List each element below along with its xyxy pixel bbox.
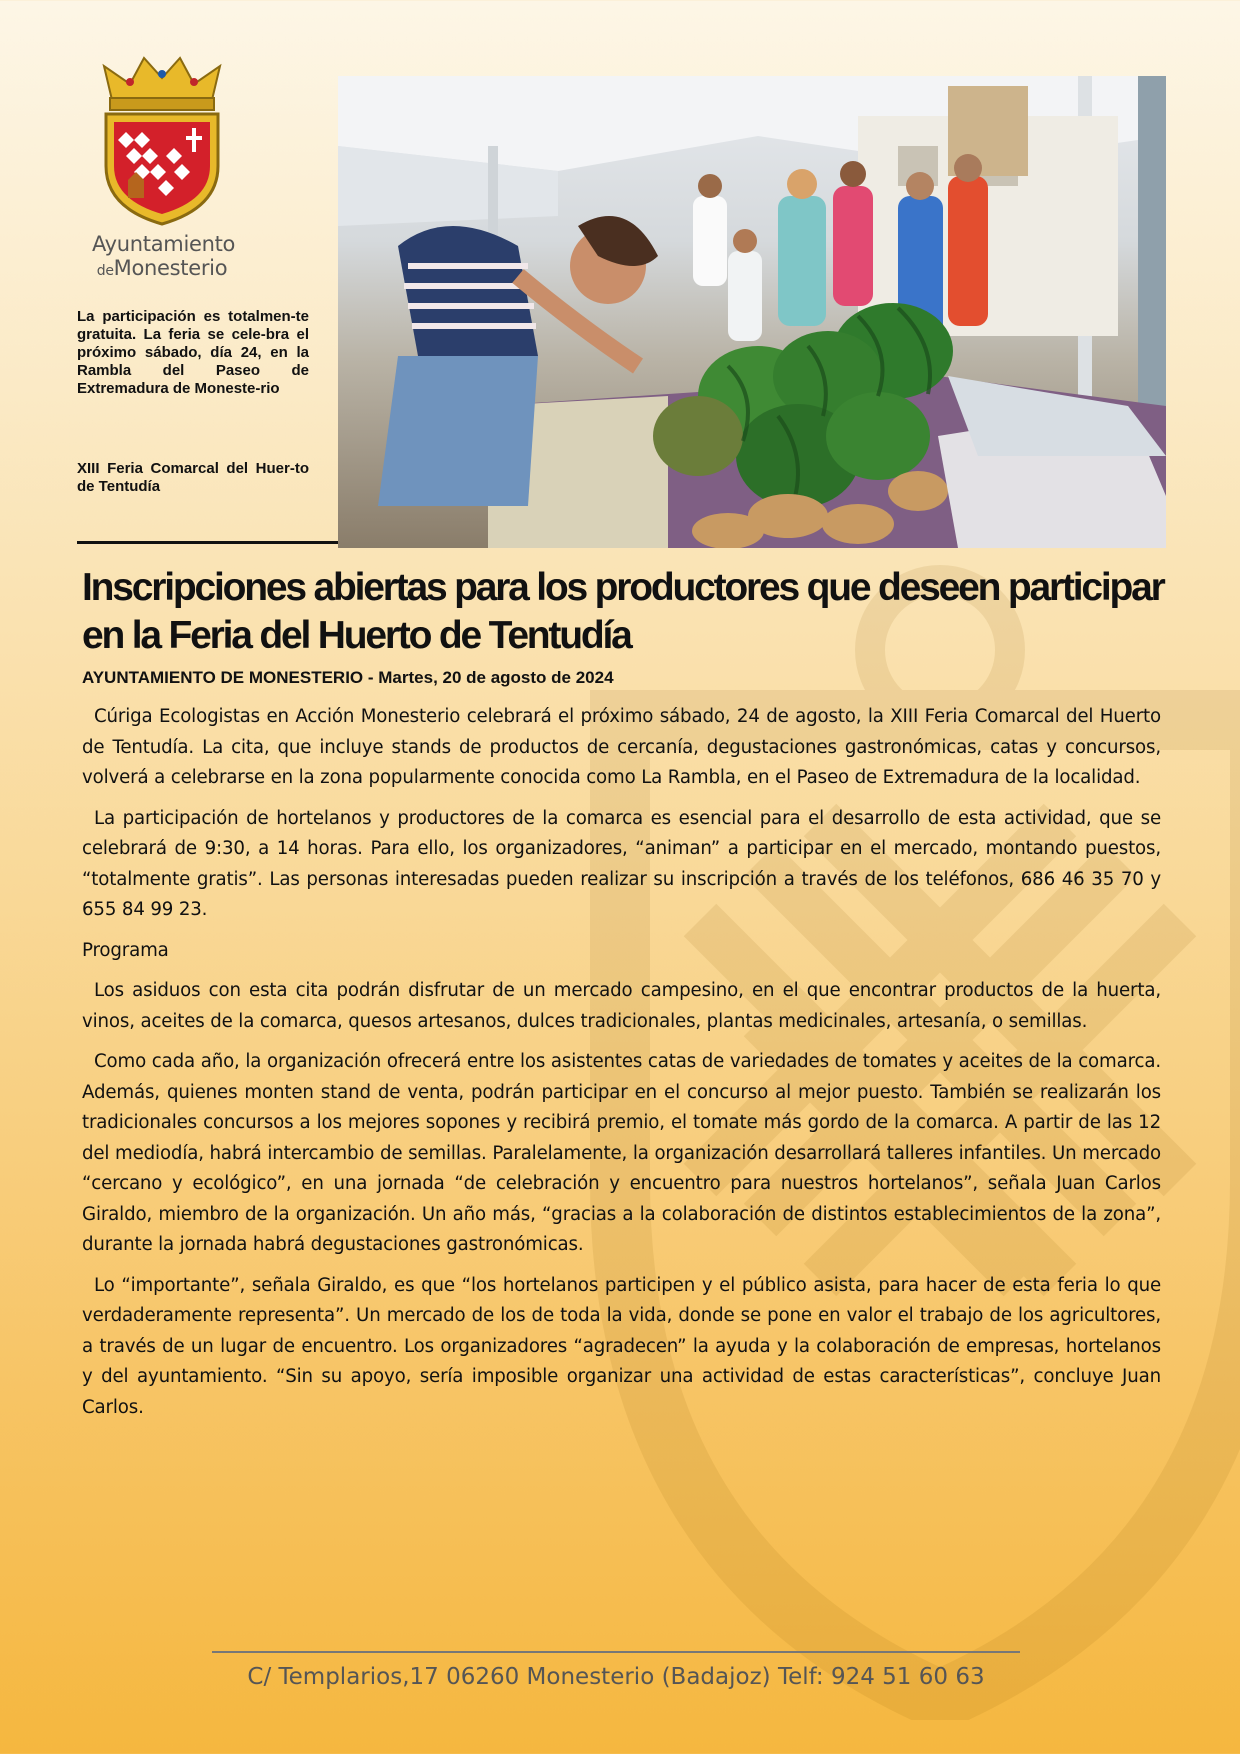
article-paragraph-4: Como cada año, la organización ofrecerá entre los asistentes catas de variedades de tomates y aceites de la comarca. Además, quienes monten stand de venta, podrán participar en el concurso al mejor puesto. También se realizarán los tradicionales concursos a los mejores sopones y recibirá premio, el tomate más gordo de la comarca. A partir de las 12 del mediodía, habrá intercambio de semillas. Paralelamente, la organización desarrollará talleres infantiles. Un mercado “cercano y ecológico”, en una jornada “de celebración y encuentro para nuestros hortelanos”, señala Juan Carlos Giraldo, miembro de la organización. Un año más, “gracias a la colaboración de distintos establecimientos de la zona”, durante la jornada habrá degustaciones gastronómicas.: [82, 1051, 1161, 1255]
logo-line-2-prefix: de: [96, 263, 114, 279]
article-source: AYUNTAMIENTO DE MONESTERIO: [82, 668, 364, 687]
article-date: - Martes, 20 de agosto de 2024: [363, 668, 614, 687]
logo-wordmark: [92, 232, 236, 283]
footer-divider: [212, 1651, 1020, 1653]
sidebar-summary: La participación es totalmen-te gratuita. La feria se cele-bra el próximo sábado, día 24, en la Rambla del Paseo de Extremadura de Moneste-rio: [77, 308, 309, 397]
article-paragraph-3: Los asiduos con esta cita podrán disfrutar de un mercado campesino, en el que encontrar productos de la huerta, vinos, aceites de la comarca, quesos artesanos, dulces tradicionales, plantas medicinales, artesanía, o semillas.: [82, 980, 1161, 1032]
article-body: [82, 702, 1161, 1433]
section-heading-programa: Programa: [82, 939, 169, 961]
sidebar-event-name: XIII Feria Comarcal del Huer-to de Tentudía: [77, 460, 309, 495]
market-scene-illustration: [338, 76, 1166, 548]
logo-line-1: Ayuntamiento: [92, 232, 236, 256]
article-paragraph-5: Lo “importante”, señala Giraldo, es que “los hortelanos participen y el público asista, para hacer de esta feria lo que verdaderamente representa”. Un mercado de los de toda la vida, donde se pone en valor el trabajo de los agricultores, a través de un lugar de encuentro. Los organizadores “agradecen” la ayuda y la colaboración de empresas, hortelanos y del ayuntamiento. “Sin su apoyo, sería imposible organizar una actividad de estas características”, concluye Juan Carlos.: [82, 1274, 1161, 1418]
footer-address: C/ Templarios,17 06260 Monesterio (Badajoz) Telf: 924 51 60 63: [247, 1664, 985, 1690]
article-paragraph-2: La participación de hortelanos y productores de la comarca es esencial para el desarrollo de esta actividad, que se celebrará de 9:30, a 14 horas. Para ello, los organizadores, “animan” a participar en el mercado, montando puestos, “totalmente gratis”. Las personas interesadas pueden realizar su inscripción a través de los teléfonos, 686 46 35 70 y 655 84 99 23.: [82, 807, 1161, 920]
headline-divider: [77, 541, 339, 544]
article-byline: [82, 668, 614, 688]
logo-line-2: [92, 256, 232, 283]
coat-of-arms-icon: [92, 48, 232, 228]
article-paragraph-1: Cúriga Ecologistas en Acción Monesterio celebrará el próximo sábado, 24 de agosto, la XIII Feria Comarcal del Huerto de Tentudía. La cita, que incluye stands de productos de cercanía, degustaciones gastronómicas, catas y concursos, volverá a celebrarse en la zona popularmente conocida como La Rambla, en el Paseo de Extremadura de la localidad.: [82, 706, 1161, 788]
article-headline: Inscripciones abiertas para los productores que deseen participar en la Feria del Huerto de Tentudía: [82, 566, 1164, 657]
ayuntamiento-logo: [92, 48, 236, 288]
logo-line-2-main: Monesterio: [113, 256, 228, 280]
market-photo: [338, 76, 1166, 548]
